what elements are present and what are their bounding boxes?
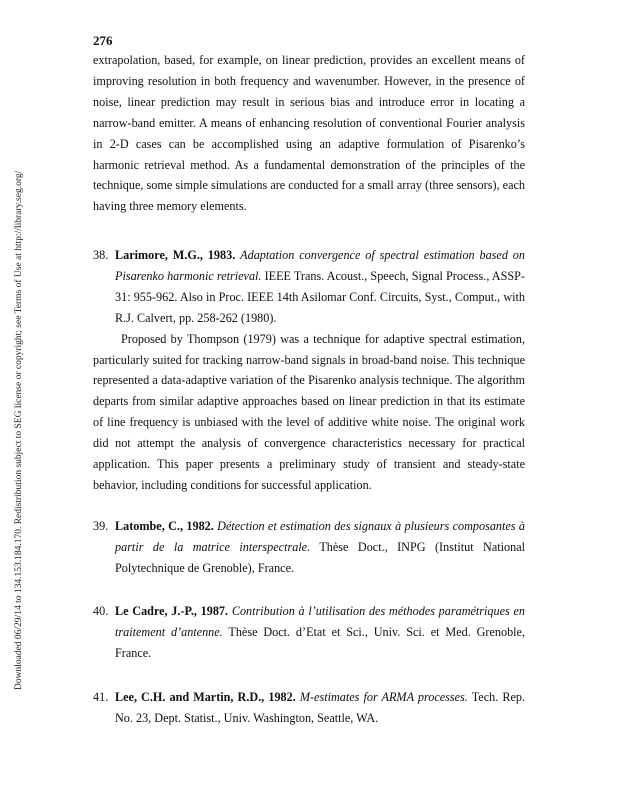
reference-source: Thèse Doct., INPG (Institut National Polytechnique de Grenoble), France. bbox=[115, 539, 525, 575]
reference-entry-38 bbox=[93, 245, 525, 496]
reference-number: 39. bbox=[93, 519, 109, 533]
reference-title: Adaptation convergence of spectral estimation based on Pisarenko harmonic retrieval. bbox=[115, 248, 525, 283]
reference-source: IEEE Trans. Acoust., Speech, Signal Process., ASSP-31: 955-962. Also in Proc. IEEE 14th Asilomar Conf. Circuits, Syst., Comput., with R.J. Calvert, pp. 258-262 (1980). bbox=[115, 268, 525, 325]
intro-section bbox=[93, 50, 525, 217]
reference-number: 40. bbox=[93, 604, 109, 618]
reference-entry-40 bbox=[93, 601, 525, 664]
reference-entry-39 bbox=[93, 516, 525, 579]
reference-citation bbox=[115, 245, 525, 329]
reference-authors: Latombe, C., 1982. bbox=[115, 519, 214, 533]
intro-paragraph: extrapolation, based, for example, on linear prediction, provides an excellent means of improving resolution in both frequency and wavenumber. However, in the presence of noise, linear prediction may result in serious bias and introduce error in locating a narrow-band emitter. A means of enhancing resolution of conventional Fourier analysis in 2-D cases can be accomplished using an adaptive formulation of Pisarenko’s harmonic retrieval method. As a fundamental demonstration of the principles of the technique, some simple simulations are conducted for a small array (three sensors), each having three memory elements. bbox=[93, 53, 525, 214]
reference-abstract: Proposed by Thompson (1979) was a technique for adaptive spectral estimation, particularly suited for tracking narrow-band signals in broad-band noise. This technique represented a data-adaptive variation of the Pisarenko analysis technique. The algorithm departs from similar adaptive approaches based on linear prediction in that its estimate of line frequency is unbiased with the level of additive white noise. The original work did not attempt the analysis of convergence characteristics necessary for practical application. This paper presents a preliminary study of transient and steady-state behavior, including conditions for successful application. bbox=[93, 331, 525, 492]
reference-source: Thèse Doct. d’Etat et Sci., Univ. Sci. et Med. Grenoble, France. bbox=[115, 624, 526, 660]
reference-authors: Lee, C.H. and Martin, R.D., 1982. bbox=[115, 690, 296, 704]
reference-citation bbox=[115, 687, 525, 729]
reference-authors: Le Cadre, J.-P., 1987. bbox=[115, 604, 229, 618]
reference-number: 41. bbox=[93, 690, 109, 704]
reference-number: 38. bbox=[93, 248, 109, 262]
reference-head bbox=[93, 601, 525, 664]
reference-title: Contribution à l’utilisation des méthodes paramétriques en traitement d’antenne. bbox=[115, 604, 525, 639]
page-number: 276 bbox=[93, 33, 113, 48]
reference-citation bbox=[115, 516, 525, 579]
reference-entry-41 bbox=[93, 687, 525, 729]
reference-title: M-estimates for ARMA processes. bbox=[299, 690, 468, 704]
reference-head bbox=[93, 516, 525, 579]
reference-source: Tech. Rep. No. 23, Dept. Statist., Univ. Washington, Seattle, WA. bbox=[115, 690, 525, 725]
reference-citation bbox=[115, 601, 525, 664]
reference-head bbox=[93, 245, 525, 329]
reference-authors: Larimore, M.G., 1983. bbox=[115, 248, 236, 262]
reference-head bbox=[93, 687, 525, 729]
download-notice: Downloaded 06/29/14 to 134.153.184.170. Redistribution subject to SEG license or copyright; see Terms of Use at http://library.seg.org/ bbox=[14, 170, 24, 690]
reference-title: Détection et estimation des signaux à plusieurs composantes à partir de la matrice interspectrale. bbox=[115, 519, 525, 554]
